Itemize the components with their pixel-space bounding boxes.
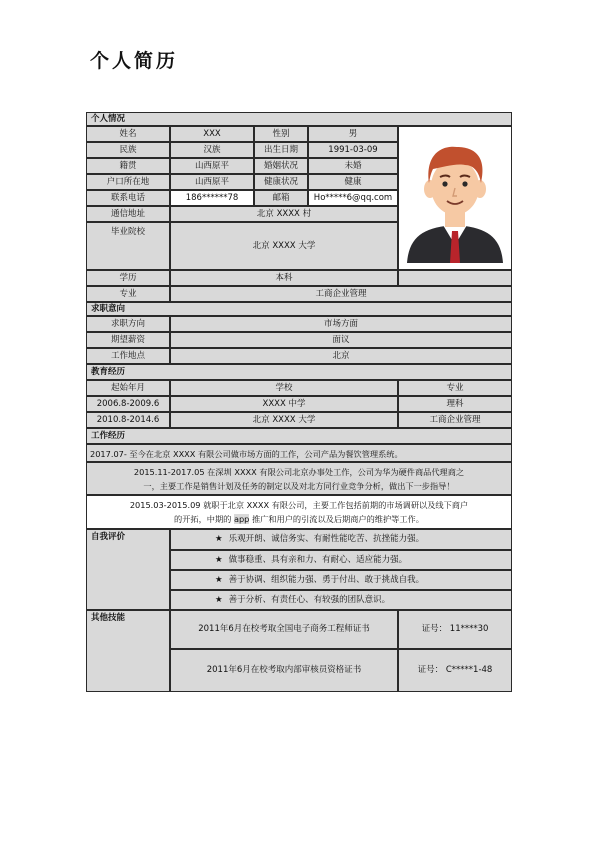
star-icon: ★ (215, 574, 223, 585)
edu-header-school: 学校 (170, 380, 398, 396)
edu-row-period: 2006.8-2009.6 (86, 396, 170, 412)
birth-label: 出生日期 (254, 142, 308, 158)
edu-header-major: 专业 (398, 380, 512, 396)
work-entry-line: 2015.11-2017.05 在深圳 XXXX 有限公司北京办事处工作，公司为华为硬件商品代理商之 (133, 467, 465, 477)
left-eye (442, 181, 447, 186)
edu-row-school: XXXX 中学 (170, 396, 398, 412)
self-item-text: 善于分析、有责任心、有较强的团队意识。 (228, 594, 391, 605)
section-header-work: 工作经历 (86, 428, 512, 444)
ethnic-label: 民族 (86, 142, 170, 158)
section-header-personal: 个人情况 (86, 112, 512, 126)
degree-value: 本科 (170, 270, 398, 286)
marital-label: 婚姻状况 (254, 158, 308, 174)
star-icon: ★ (215, 554, 223, 565)
gender-value: 男 (308, 126, 398, 142)
self-item-text: 乐观开朗、诚信务实、有耐性能吃苦、抗挫能力强。 (228, 534, 425, 544)
school-value: 北京 XXXX 大学 (170, 222, 398, 270)
edu-row-school: 北京 XXXX 大学 (170, 412, 398, 428)
hukou-value: 山西原平 (170, 174, 254, 190)
salary-value: 面议 (170, 332, 512, 348)
work-entry-line: 一，主要工作是销售计划及任务的制定以及对北方同行业竞争分析，做出下一步指导！ (143, 481, 455, 491)
star-icon: ★ (215, 594, 223, 605)
self-item-text: 做事稳重、具有亲和力、有耐心、适应能力强。 (228, 554, 408, 565)
app-keyword: app (233, 514, 250, 524)
section-header-self: 自我评价 (86, 529, 170, 610)
edu-row-major: 理科 (398, 396, 512, 412)
hukou-label: 户口所在地 (86, 174, 170, 190)
address-value: 北京 XXXX 村 (170, 206, 398, 222)
self-item-text: 善于协调、组织能力强、勇于付出、敢于挑战自我。 (228, 574, 425, 585)
direction-value: 市场方面 (170, 316, 512, 332)
self-item (170, 529, 512, 550)
salary-label: 期望薪资 (86, 332, 170, 348)
document-title: 个人简历 (90, 50, 179, 72)
resume-table (86, 112, 512, 692)
work-entry (86, 495, 512, 529)
certificate-number: 证号： C*****1-48 (398, 649, 512, 692)
phone-value: 186******78 (170, 190, 254, 206)
major-value: 工商企业管理 (170, 286, 512, 302)
origin-value: 山西原平 (170, 158, 254, 174)
photo-cell (398, 126, 512, 270)
certificate-name: 2011年6月在校考取全国电子商务工程师证书 (170, 610, 398, 649)
phone-label: 联系电话 (86, 190, 170, 206)
edu-row-period: 2010.8-2014.6 (86, 412, 170, 428)
self-item (170, 570, 512, 590)
work-entry-line: 推广和用户的引流以及后期商户的维护等工作。 (249, 514, 424, 524)
work-entry-line: 2015.03-2015.09 就职于北京 XXXX 有限公司，主要工作包括前期的市场调研以及线下商户 (129, 500, 469, 510)
location-label: 工作地点 (86, 348, 170, 364)
ethnic-value: 汉族 (170, 142, 254, 158)
birth-value: 1991-03-09 (308, 142, 398, 158)
work-entry-line: 的开拓，中期的 (174, 514, 234, 524)
work-entry (86, 462, 512, 495)
location-value: 北京 (170, 348, 512, 364)
degree-empty-cell (398, 270, 512, 286)
health-label: 健康状况 (254, 174, 308, 190)
self-item (170, 590, 512, 610)
certificate-name: 2011年6月在校考取内部审核员资格证书 (170, 649, 398, 692)
direction-label: 求职方向 (86, 316, 170, 332)
avatar (403, 133, 507, 263)
health-value: 健康 (308, 174, 398, 190)
degree-label: 学历 (86, 270, 170, 286)
star-icon: ★ (215, 534, 223, 544)
section-header-skills: 其他技能 (86, 610, 170, 692)
self-item (170, 550, 512, 570)
gender-label: 性别 (254, 126, 308, 142)
address-label: 通信地址 (86, 206, 170, 222)
email-value: Ho*****6@qq.com (308, 190, 398, 206)
section-header-intention: 求职意向 (86, 302, 512, 316)
certificate-number: 证号： 11****30 (398, 610, 512, 649)
right-eye (462, 181, 467, 186)
major-label: 专业 (86, 286, 170, 302)
work-entry: 2017.07- 至今在北京 XXXX 有限公司做市场方面的工作，公司产品为餐饮管理系统。 (86, 444, 512, 462)
name-label: 姓名 (86, 126, 170, 142)
email-label: 邮箱 (254, 190, 308, 206)
origin-label: 籍贯 (86, 158, 170, 174)
edu-header-period: 起始年月 (86, 380, 170, 396)
section-header-education: 教育经历 (86, 364, 512, 380)
marital-value: 未婚 (308, 158, 398, 174)
name-value: XXX (170, 126, 254, 142)
school-label: 毕业院校 (86, 222, 170, 270)
edu-row-major: 工商企业管理 (398, 412, 512, 428)
